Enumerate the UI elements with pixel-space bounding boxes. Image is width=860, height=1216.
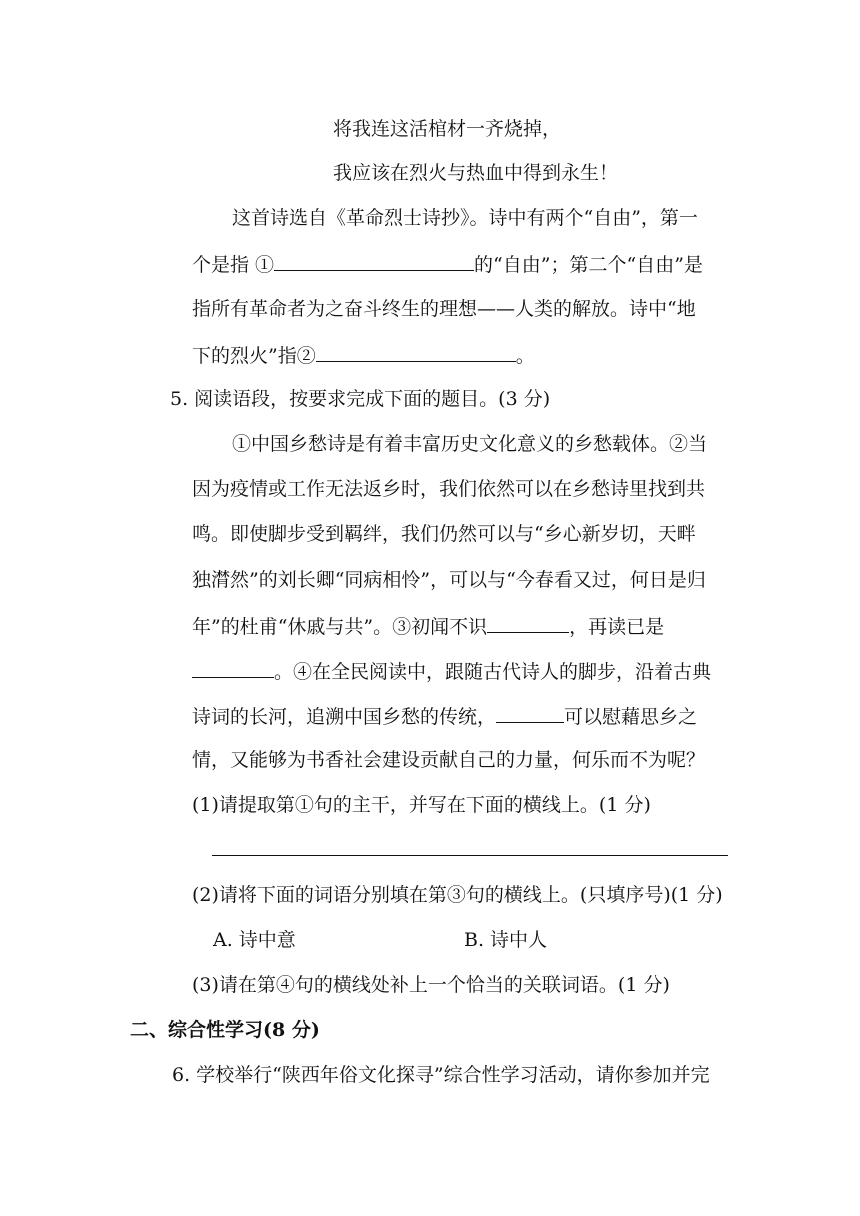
q5-text: 可以慰藉思乡之 [564,706,698,728]
q4-text: 下的烈火”指② [192,345,316,367]
q6-text: 6. 学校举行“陕西年俗文化探寻”综合性学习活动，请你参加并完 [172,1064,710,1086]
poem-line-2: 我应该在烈火与热血中得到永生！ [333,162,619,184]
q5-passage-line-1: ①中国乡愁诗是有着丰富历史文化意义的乡愁载体。②当 [232,433,708,455]
q5-passage-line-8: 情，又能够为书香社会建设贡献自己的力量，何乐而不为呢？ [192,749,706,771]
answer-blank-1[interactable] [274,250,474,271]
answer-blank-3[interactable] [487,612,569,633]
q5-passage-line-2: 因为疫情或工作无法返乡时，我们依然可以在乡愁诗里找到共 [192,478,706,500]
q5-passage-line-3: 鸣。即使脚步受到羁绊，我们仍然可以与“乡心新岁切，天畔 [192,523,696,545]
q5-passage-line-7 [192,702,697,730]
q5-passage-line-5 [192,612,664,640]
poem-line-1: 将我连这活棺材一齐烧掉， [333,118,562,140]
q5-text: 年”的杜甫“休戚与共”。③初闻不识 [192,616,488,638]
q4-paragraph-line-1: 这首诗选自《革命烈士诗抄》。诗中有两个“自由”，第一 [232,207,698,229]
answer-blank-4[interactable] [192,657,274,678]
q5-text: ，再读已是 [569,616,665,638]
q5-subquestion-2: (2)请将下面的词语分别填在第③句的横线上。(只填序号)(1 分) [192,884,723,906]
answer-line-sub1[interactable] [212,855,728,856]
q4-text: 的“自由”；第二个“自由”是 [474,254,703,276]
q5-passage-line-4: 独潸然”的刘长卿“同病相怜”，可以与“今春看又过，何日是归 [192,569,706,591]
q4-text: 个是指 ① [192,254,275,276]
q4-text: 。 [515,345,535,367]
answer-blank-2[interactable] [316,341,516,362]
section-2-title: 二、综合性学习(8 分) [130,1019,320,1041]
option-b: B. 诗中人 [464,929,548,951]
q5-subquestion-1: (1)请提取第①句的主干，并写在下面的横线上。(1 分) [192,794,651,816]
q4-paragraph-line-3: 指所有革命者为之奋斗终生的理想——人类的解放。诗中“地 [192,298,696,320]
option-a: A. 诗中意 [213,929,296,951]
q4-paragraph-line-4 [192,341,535,369]
q5-passage-line-6 [192,657,711,685]
q5-title: 5. 阅读语段，按要求完成下面的题目。(3 分) [170,388,551,410]
q5-text: 诗词的长河，追溯中国乡愁的传统， [192,706,497,728]
q5-text: 。④在全民阅读中，跟随古代诗人的脚步，沿着古典 [274,661,712,683]
answer-blank-5[interactable] [496,702,564,723]
q5-subquestion-3: (3)请在第④句的横线处补上一个恰当的关联词语。(1 分) [192,974,670,996]
q4-paragraph-line-2 [192,250,703,278]
